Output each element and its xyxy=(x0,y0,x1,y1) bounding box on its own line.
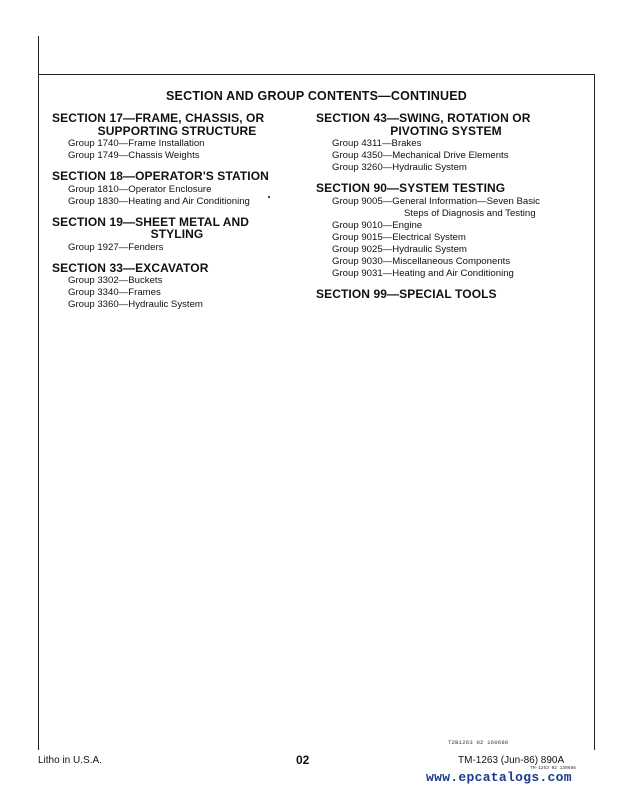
section-heading xyxy=(52,216,302,241)
section-heading xyxy=(52,262,302,275)
group-item: Group 3340—Frames xyxy=(68,287,161,298)
section-19 xyxy=(52,216,302,254)
section-heading-line2: SUPPORTING STRUCTURE xyxy=(97,123,257,138)
page-number: 02 xyxy=(296,753,310,767)
group-item: Group 1749—Chassis Weights xyxy=(68,150,200,161)
group-item-continuation xyxy=(316,208,576,220)
section-heading-line1: SECTION 33—EXCAVATOR xyxy=(52,260,209,275)
footer-tiny-id: TM-1263 02 130686 xyxy=(530,766,576,771)
group-item: Group 3360—Hydraulic System xyxy=(68,299,203,310)
section-heading-line1: SECTION 99—SPECIAL TOOLS xyxy=(316,286,497,301)
section-99 xyxy=(316,288,576,301)
section-heading xyxy=(316,288,576,301)
section-heading xyxy=(316,182,576,195)
group-item: Group 9005—General Information—Seven Basic xyxy=(332,195,540,207)
group-item-cont-text: Steps of Diagnosis and Testing xyxy=(404,207,536,219)
group-item: Group 1740—Frame Installation xyxy=(68,138,205,149)
group-item: Group 4311—Brakes xyxy=(332,138,422,149)
section-heading-line1: SECTION 19—SHEET METAL AND xyxy=(52,214,250,229)
group-item: Group 9025—Hydraulic System xyxy=(332,243,467,255)
right-column xyxy=(316,112,576,308)
group-item: Group 3260—Hydraulic System xyxy=(332,162,467,173)
section-43 xyxy=(316,112,576,174)
group-item: Group 9010—Engine xyxy=(332,219,423,231)
top-left-rule xyxy=(38,36,39,74)
page-title: SECTION AND GROUP CONTENTS—CONTINUED xyxy=(166,89,467,103)
section-heading-line2: STYLING xyxy=(150,227,204,241)
section-heading-line1: SECTION 17—FRAME, CHASSIS, OR xyxy=(52,111,265,125)
section-heading-line1: SECTION 43—SWING, ROTATION OR xyxy=(316,111,531,125)
watermark-link[interactable]: www.epcatalogs.com xyxy=(426,770,572,785)
group-item: Group 9031—Heating and Air Conditioning xyxy=(332,267,514,279)
group-item: Group 9015—Electrical System xyxy=(332,231,466,243)
section-90 xyxy=(316,182,576,280)
group-item: Group 1927—Fenders xyxy=(68,241,164,253)
group-item: Group 3302—Buckets xyxy=(68,275,163,286)
section-heading-line1: SECTION 18—OPERATOR'S STATION xyxy=(52,169,269,183)
section-heading-line1: SECTION 90—SYSTEM TESTING xyxy=(316,181,506,195)
section-33 xyxy=(52,262,302,312)
scan-speck xyxy=(268,196,270,198)
document-id: T2B1263 02 160686 xyxy=(448,739,509,746)
group-item: Group 4350—Mechanical Drive Elements xyxy=(332,150,509,161)
section-heading xyxy=(52,112,302,137)
section-18 xyxy=(52,170,302,208)
group-item: Group 9030—Miscellaneous Components xyxy=(332,255,511,267)
footer-manual-id: TM-1263 (Jun-86) 890A xyxy=(458,755,565,766)
section-17 xyxy=(52,112,302,162)
group-item: Group 1830—Heating and Air Conditioning xyxy=(68,195,250,207)
left-column xyxy=(52,112,302,319)
section-heading-line2: PIVOTING SYSTEM xyxy=(390,123,502,138)
section-heading xyxy=(316,112,576,137)
group-item: Group 1810—Operator Enclosure xyxy=(68,183,212,195)
section-heading xyxy=(52,170,302,183)
footer-litho: Litho in U.S.A. xyxy=(38,755,102,766)
